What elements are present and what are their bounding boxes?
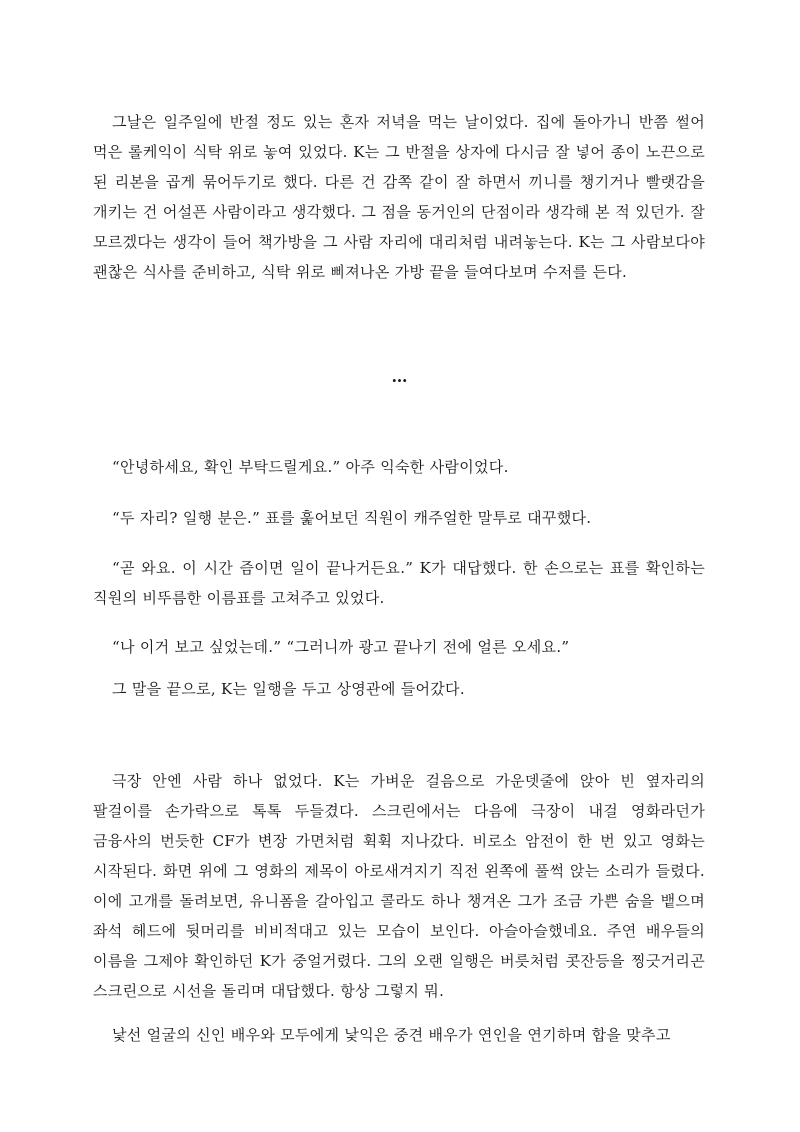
paragraph-dialogue-coming-soon: “곧 와요. 이 시간 즘이면 일이 끝나거든요.” K가 대답했다. 한 손으로는 표를 확인하는 직원의 비뚜름한 이름표를 고쳐주고 있었다. (93, 559, 705, 607)
paragraph-entering-theater: 그 말을 끝으로, K는 일행을 두고 상영관에 들어갔다. (112, 680, 465, 698)
section-separator: … (391, 367, 409, 386)
paragraph-theater-scene: 극장 안엔 사람 하나 없었다. K는 가벼운 걸음으로 가운뎃줄에 앉아 빈 옆자리의 팔걸이를 손가락으로 톡톡 두들겼다. 스크린에서는 다음에 극장이 내걸 영화라던가 금융사의 번듯한 CF가 변장 가면처럼 휙휙 지나갔다. 비로소 암전이 한 번 있고 영화는 시작된다. 화면 위에 그 영화의 제목이 아로새겨지기 직전 왼쪽에 풀썩 앉는 소리가 들렸다. 이에 고개를 돌려보면, 유니폼을 갈아입고 콜라도 하나 챙겨온 그가 조금 가쁜 숨을 뱉으며 좌석 헤드에 뒷머리를 비비적대고 있는 모습이 보인다. 아슬아슬했네요. 주연 배우들의 이름을 그제야 확인하던 K가 중얼거렸다. 그의 오랜 일행은 버릇처럼 콧잔등을 찡긋거리곤 스크린으로 시선을 돌리며 대답했다. 항상 그렇지 뭐. (93, 772, 705, 1000)
paragraph-dialogue-greeting: “안녕하세요, 확인 부탁드릴게요.” 아주 익숙한 사람이었다. (112, 458, 509, 476)
paragraph-dialogue-wanted-to-see: “나 이거 보고 싶었는데.” “그러니까 광고 끝나기 전에 얼른 오세요.” (112, 638, 570, 656)
paragraph-actors: 낯선 얼굴의 신인 배우와 모두에게 낯익은 중견 배우가 연인을 연기하며 합을 맞추고 (112, 1026, 671, 1044)
paragraph-opening-dinner: 그날은 일주일에 반절 정도 있는 혼자 저녁을 먹는 날이었다. 집에 돌아가니 반쯤 썰어 먹은 롤케익이 식탁 위로 놓여 있었다. K는 그 반절을 상자에 다시금 잘 넣어 종이 노끈으로 된 리본을 곱게 묶어두기로 했다. 다른 건 감쪽 같이 잘 하면서 끼니를 챙기거나 빨랫감을 개키는 건 어설픈 사람이라고 생각했다. 그 점을 동거인의 단점이라 생각해 본 적 있던가. 잘 모르겠다는 생각이 들어 책가방을 그 사람 자리에 대리처럼 내려놓는다. K는 그 사람보다야 괜찮은 식사를 준비하고, 식탁 위로 삐져나온 가방 끝을 들여다보며 수저를 든다. (93, 113, 705, 281)
paragraph-dialogue-two-seats: “두 자리? 일행 분은.” 표를 훑어보던 직원이 캐주얼한 말투로 대꾸했다. (112, 509, 592, 527)
